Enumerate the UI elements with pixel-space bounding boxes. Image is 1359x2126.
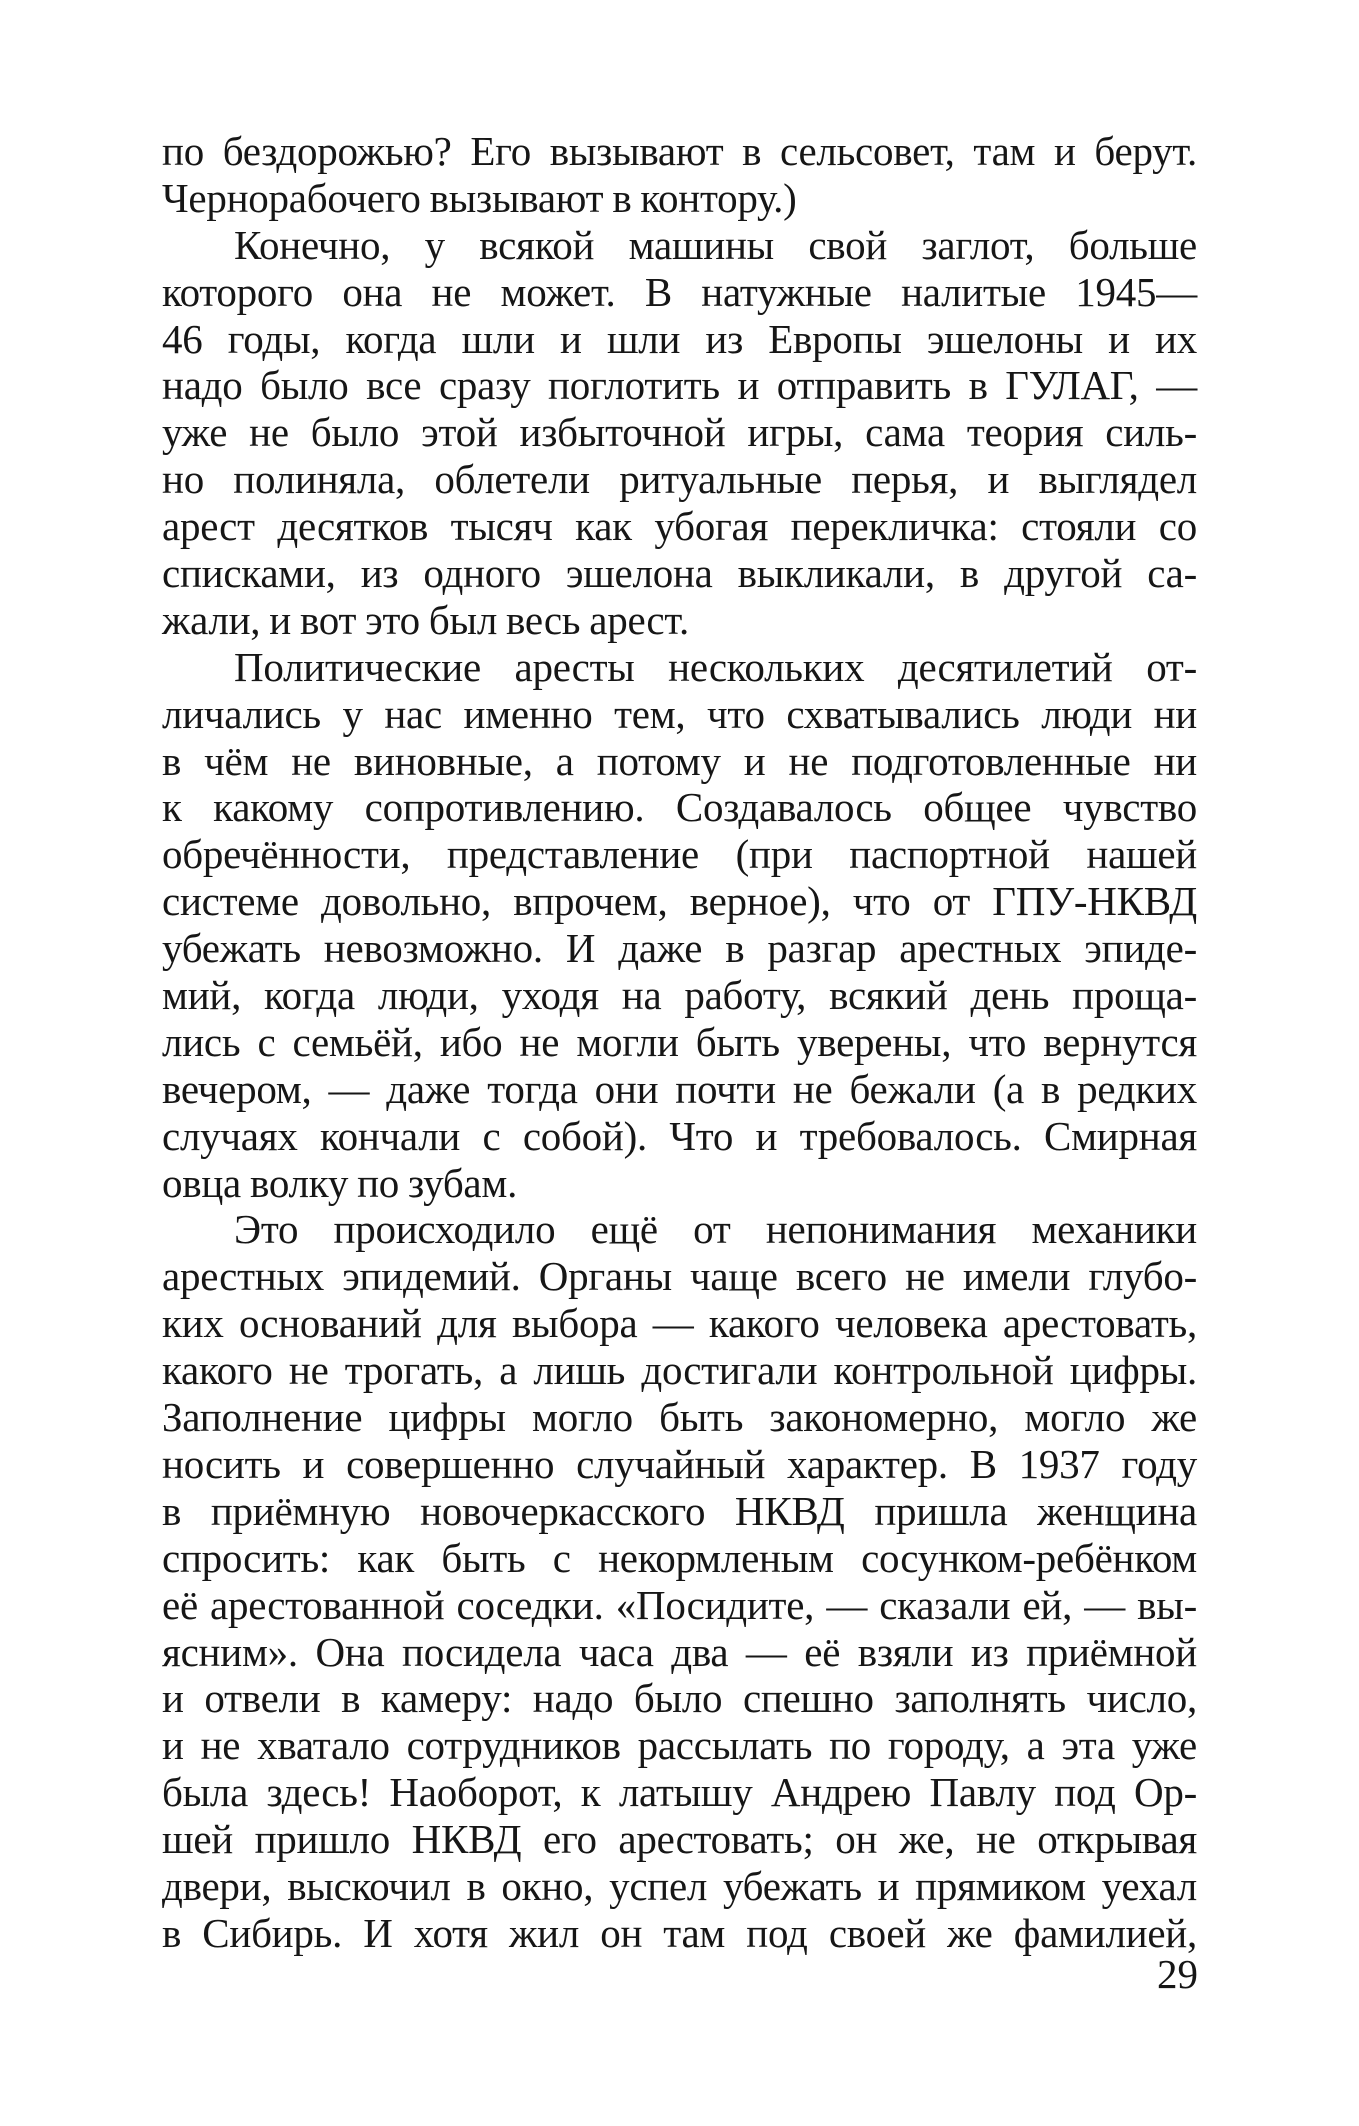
text-line: по бездорожью? Его вызывают в сельсовет, там и берут.	[162, 128, 1197, 174]
text-line: надо было все сразу поглотить и отправить в ГУЛАГ, —	[162, 362, 1197, 409]
text-line: случаях кончали с собой). Что и требовалось. Смирная	[162, 1112, 1197, 1159]
text-line: арестных эпидемий. Органы чаще всего не имели глубо-	[162, 1253, 1197, 1300]
text-line: овца волку по зубам.	[162, 1159, 518, 1206]
text-line: и отвели в камеру: надо было спешно заполнять число,	[162, 1675, 1197, 1722]
text-line: лись с семьёй, ибо не могли быть уверены, что вернутся	[162, 1018, 1197, 1065]
page-number: 29	[1157, 1951, 1198, 1997]
text-line: ких оснований для выбора — какого человека арестовать,	[162, 1300, 1197, 1347]
text-line: в Сибирь. И хотя жил он там под своей же фамилией,	[162, 1909, 1197, 1956]
text-line: к какому сопротивлению. Создавалось общее чувство	[162, 784, 1197, 831]
text-line: Чернорабочего вызывают в контору.)	[162, 174, 797, 221]
text-line: системе довольно, впрочем, верное), что от ГПУ-НКВД	[162, 878, 1197, 925]
text-line: была здесь! Наоборот, к латышу Андрею Павлу под Ор-	[162, 1769, 1197, 1816]
body-text	[162, 128, 1197, 1957]
text-line: и не хватало сотрудников рассылать по городу, а эта уже	[162, 1722, 1197, 1769]
text-line: в приёмную новочеркасского НКВД пришла женщина	[162, 1487, 1197, 1534]
paragraph	[162, 128, 1197, 222]
text-line: спросить: как быть с некормленым сосунком-ребёнком	[162, 1534, 1197, 1581]
text-line: обречённости, представление (при паспортной нашей	[162, 831, 1197, 878]
text-line: носить и совершенно случайный характер. В 1937 году	[162, 1440, 1197, 1487]
text-line: двери, выскочил в окно, успел убежать и прямиком уехал	[162, 1862, 1197, 1909]
paragraph	[162, 222, 1197, 644]
text-line: вечером, — даже тогда они почти не бежали (а в редких	[162, 1065, 1197, 1112]
text-line: её арестованной соседки. «Посидите, — сказали ей, — вы-	[162, 1581, 1197, 1628]
text-line: уже не было этой избыточной игры, сама теория силь-	[162, 409, 1197, 456]
text-line: Это происходило ещё от непонимания механики	[234, 1206, 1197, 1253]
text-line: ясним». Она посидела часа два — её взяли из приёмной	[162, 1628, 1197, 1675]
text-line: арест десятков тысяч как убогая перекличка: стояли со	[162, 503, 1197, 550]
text-line: в чём не виновные, а потому и не подготовленные ни	[162, 737, 1197, 784]
text-line: личались у нас именно тем, что схватывались люди ни	[162, 690, 1197, 737]
text-line: шей пришло НКВД его арестовать; он же, не открывая	[162, 1816, 1197, 1863]
text-line: которого она не может. В натужные налитые 1945—	[162, 268, 1197, 315]
text-line: 46 годы, когда шли и шли из Европы эшелоны и их	[162, 315, 1197, 362]
text-line: Конечно, у всякой машины свой заглот, больше	[234, 221, 1197, 268]
text-line: но полиняла, облетели ритуальные перья, и выглядел	[162, 456, 1197, 503]
text-line: мий, когда люди, уходя на работу, всякий день проща-	[162, 972, 1197, 1019]
text-line: списками, из одного эшелона выкликали, в другой са-	[162, 550, 1197, 597]
paragraph	[162, 644, 1197, 1207]
paragraph	[162, 1206, 1197, 1956]
text-line: жали, и вот это был весь арест.	[162, 596, 689, 643]
text-line: какого не трогать, а лишь достигали контрольной цифры.	[162, 1347, 1197, 1394]
text-line: Заполнение цифры могло быть закономерно, могло же	[162, 1394, 1197, 1441]
text-line: убежать невозможно. И даже в разгар арестных эпиде-	[162, 925, 1197, 972]
text-line: Политические аресты нескольких десятилетий от-	[234, 643, 1197, 690]
